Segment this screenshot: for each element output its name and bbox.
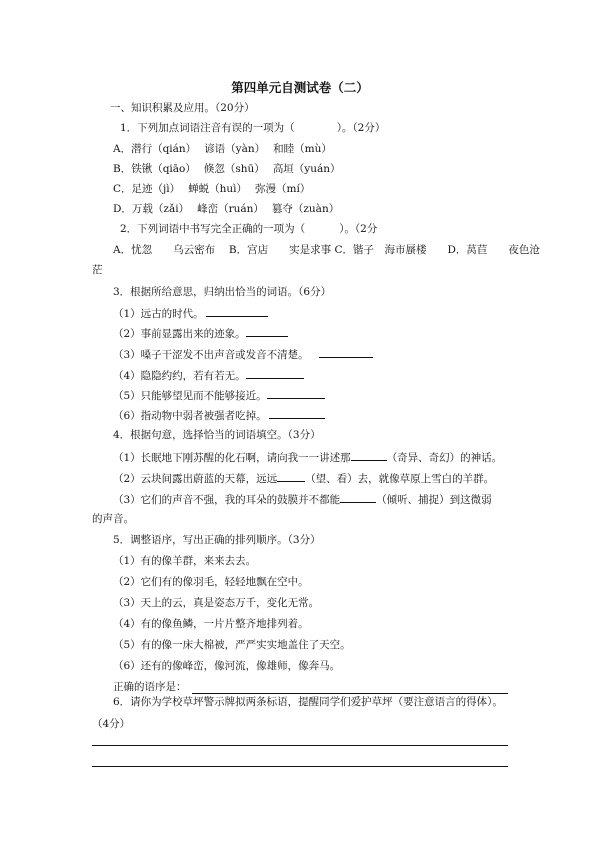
question-1-stem-start: 1．下列加点词语注音有误的一项为（ [120,122,295,134]
question-1-stem [120,121,385,135]
answer-line[interactable] [92,745,508,746]
question-5-item: （4）有的像鱼鳞，一片片整齐地排列着。 [113,618,309,630]
question-6-score: （4分） [92,718,131,730]
question-4-sentence-3-wrap: 的声音。 [92,513,134,525]
question-5-item: （3）天上的云，真是姿态万千，变化无常。 [113,597,320,609]
answer-blank[interactable] [277,470,305,482]
answer-blank[interactable] [340,491,376,503]
answer-blank[interactable] [269,407,325,419]
question-3-item: （6）指动物中弱者被强者吃掉。 [113,407,325,423]
answer-line[interactable] [192,693,508,694]
answer-blank[interactable] [246,367,304,379]
question-3-item: （2）事前显露出来的迹象。 [113,325,288,341]
question-4-sentence-3: （3）它们的声音不强，我的耳朵的鼓膜并不都能 （倾听、捕捉）到这微弱 [113,491,492,507]
question-5-item: （6）还有的像峰峦，像河流，像雄师，像奔马。 [113,660,341,672]
question-1-option-d: D．万载（zǎi） 峰峦（ruán） 篡夺（zuàn） [113,203,340,215]
answer-blank[interactable] [319,346,373,358]
question-5-item: （5）有的像一床大棉被，严严实实地盖住了天空。 [113,639,351,651]
question-4-sentence-1: （1）长眠地下刚苏醒的化石啊，请向我一一讲述那 （奇异、奇幻）的神话。 [113,449,502,465]
question-2-options: A．忧忽 乌云密布 B．宫店 实是求事 C．锴子 海市蜃楼 D．莴苣 夜色沧 [113,244,540,256]
question-5-item: （1）有的像羊群，来来去去。 [113,555,257,567]
question-1-stem-end: ）。（2分） [336,122,386,134]
question-4-stem: 4．根据句意，选择恰当的词语填空。（3分） [113,429,321,441]
question-2-options-wrap: 茫 [92,264,103,276]
answer-line[interactable] [92,766,508,767]
question-3-item: （3）嗓子干涩发不出声音或发音不清楚。 [113,346,373,362]
answer-blank[interactable] [206,305,268,317]
section-heading: 一、知识积累及应用。（20分） [110,102,255,114]
question-3-item: （5）只能够望见而不能够接近。 [113,387,325,403]
page-title: 第四单元自测试卷（二） [231,80,369,95]
answer-blank[interactable] [267,387,325,399]
question-1-option-c: C．足迹（jì） 蝉蜕（huì） 弥漫（mí） [113,183,311,195]
question-3-item: （1）远古的时代。 [113,305,268,321]
question-6-stem: 6．请你为学校草坪警示牌拟两条标语，提醒同学们爱护草坪（要注意语言的得体）。 [113,696,503,708]
question-4-sentence-2: （2）云块间露出蔚蓝的天幕，远远 （望、看）去，就像草原上雪白的羊群。 [113,470,494,486]
question-1-option-b: B．铁锹（qiāo） 倏忽（shū） 高垣（yuán） [113,163,341,175]
question-3-stem: 3．根据所给意思，归纳出恰当的词语。（6分） [113,286,332,298]
answer-blank[interactable] [351,449,387,461]
question-2-stem: 2．下列词语中书写完全正确的一项为（ ）。（2分 [120,223,378,235]
question-1-option-a: A．潜行（qián） 谚语（yàn） 和睦（mù） [113,143,332,155]
question-5-stem: 5．调整语序，写出正确的排列顺序。（3分） [113,534,321,546]
answer-blank[interactable] [246,325,288,337]
question-5-answer-label: 正确的语序是： [113,681,187,693]
question-3-item: （4）隐隐约约，若有若无。 [113,367,304,383]
question-5-item: （2）它们有的像羽毛，轻轻地飘在空中。 [113,576,309,588]
